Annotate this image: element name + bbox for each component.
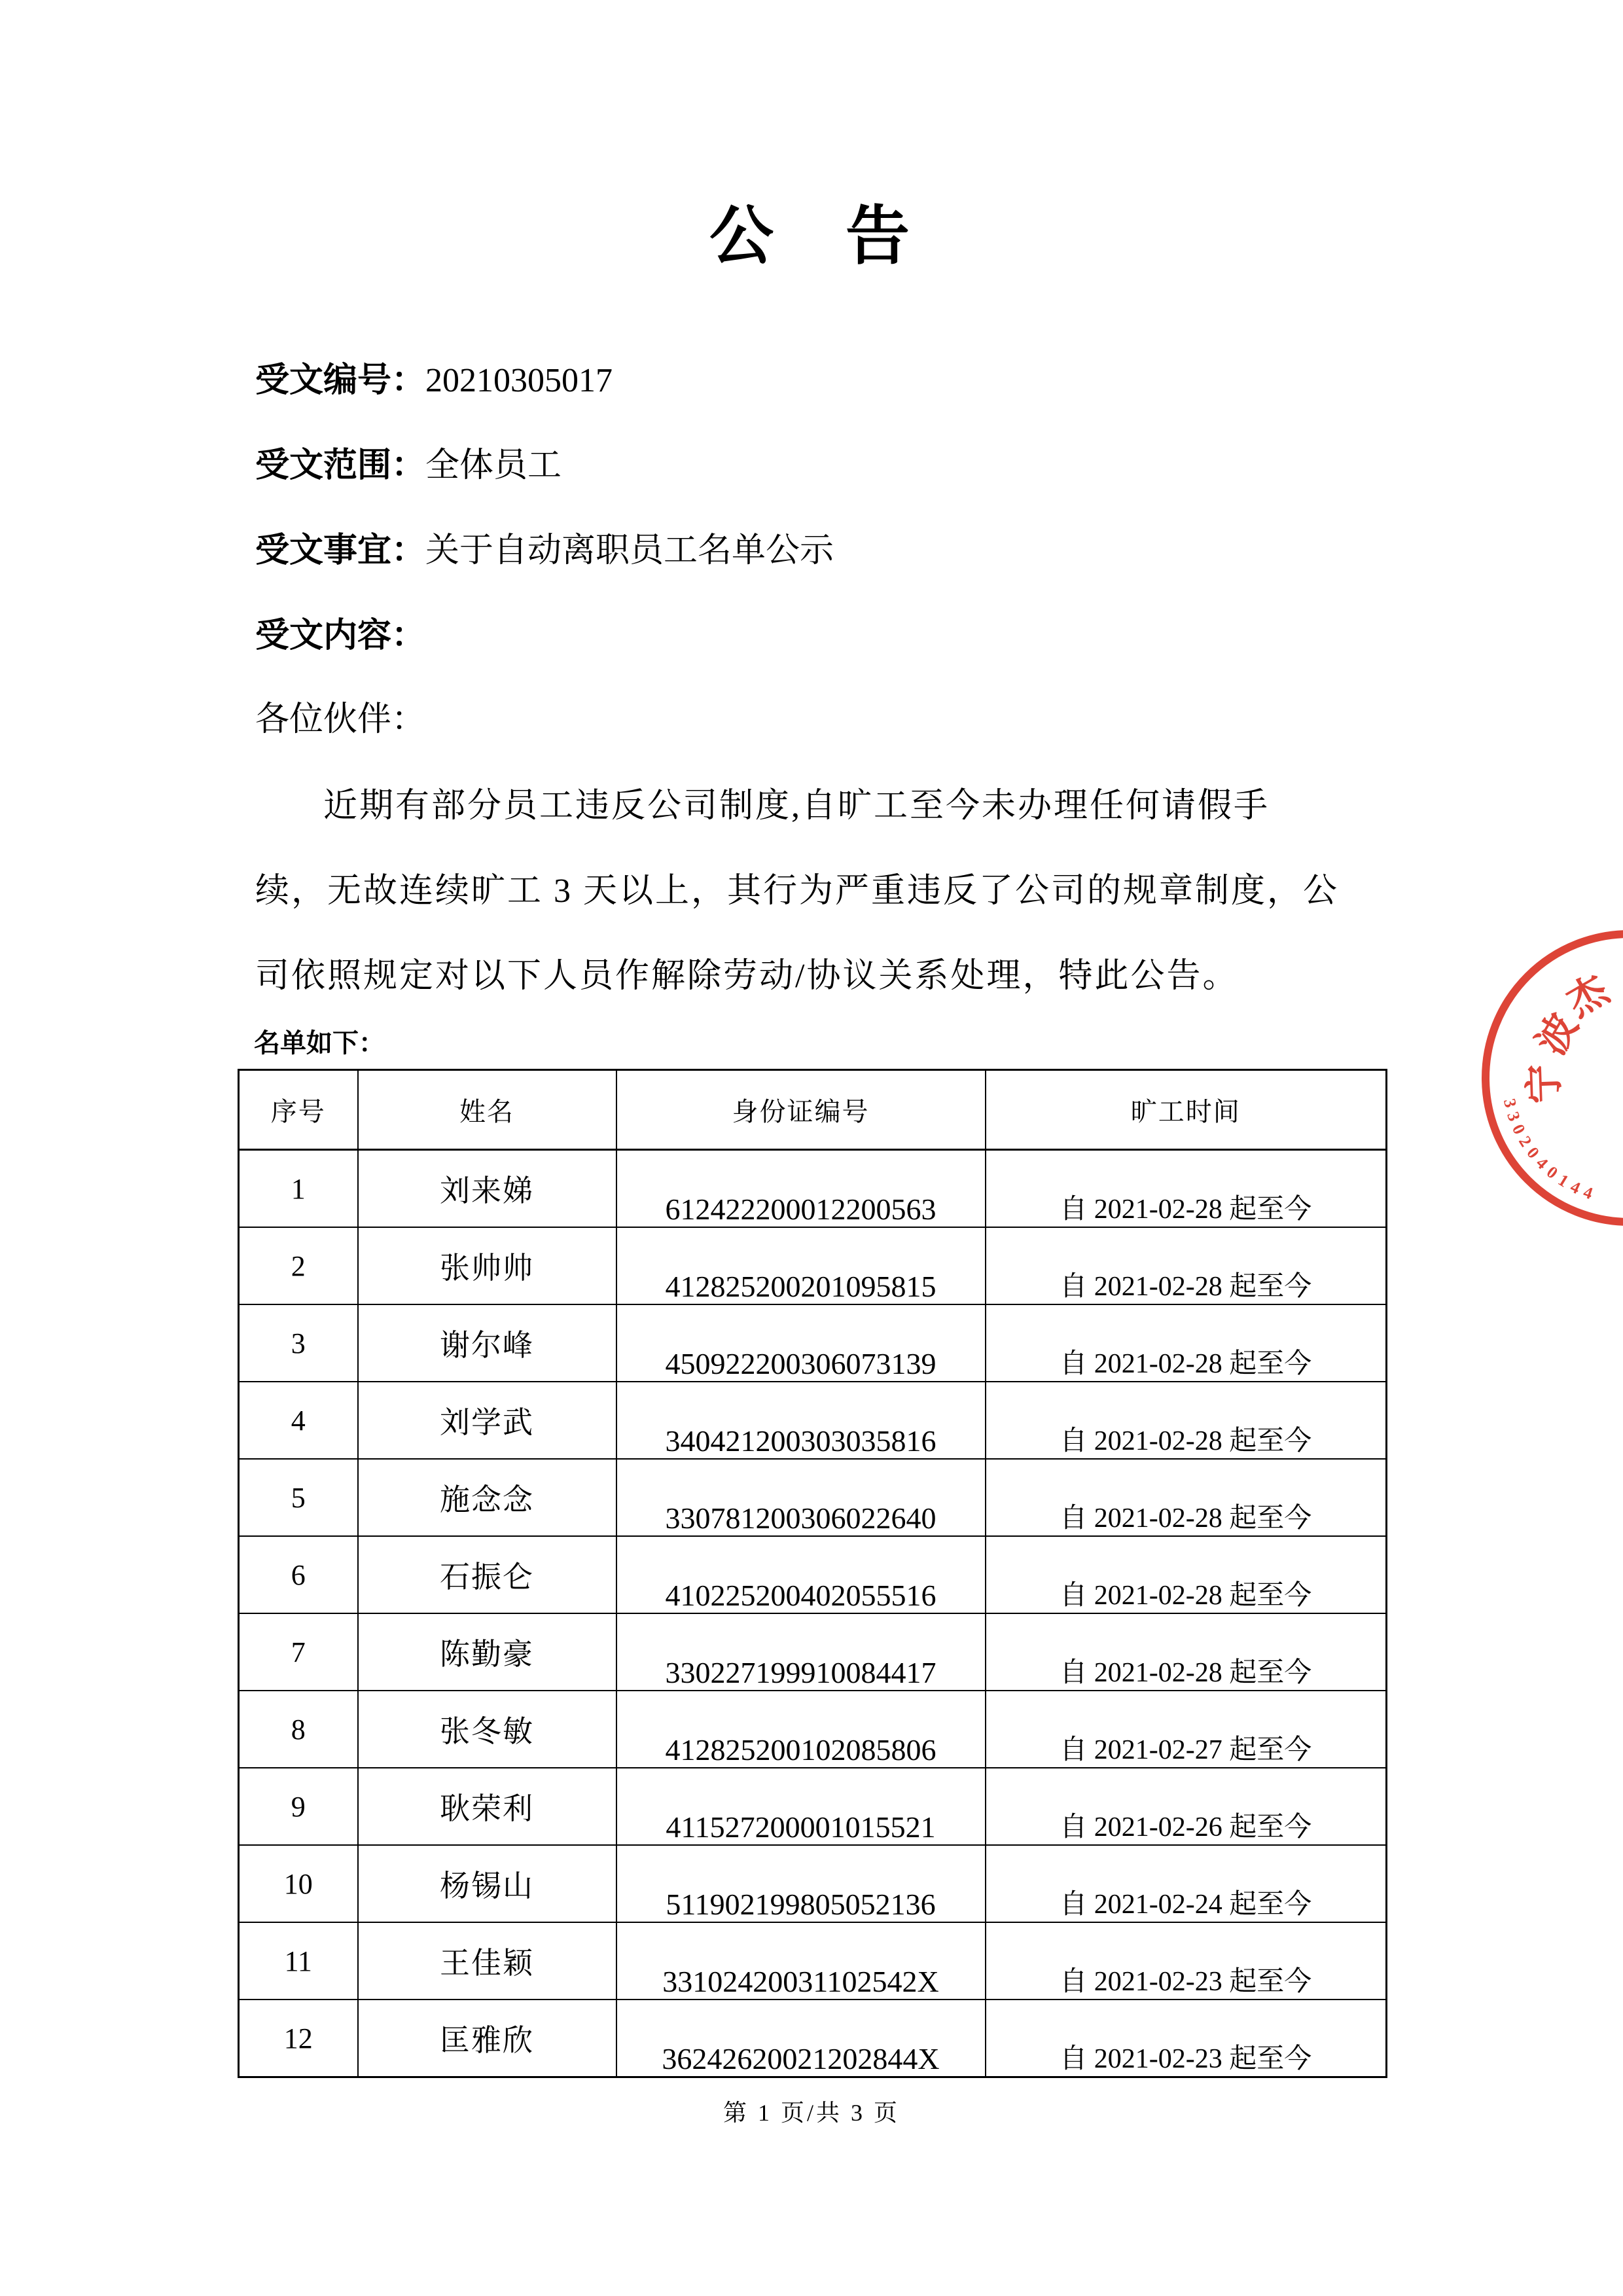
cell-absence-period: 自 2021-02-26 起至今 (986, 1768, 1387, 1845)
cell-absence-period: 自 2021-02-23 起至今 (986, 2000, 1387, 2077)
cell-employee-name: 谢尔峰 (358, 1304, 616, 1382)
column-header-index: 序号 (239, 1070, 358, 1150)
table-row (239, 1304, 1387, 1382)
cell-employee-name: 石振仑 (358, 1536, 616, 1613)
table-row (239, 1459, 1387, 1536)
table-row (239, 1227, 1387, 1304)
body-paragraph-line-1: 近期有部分员工违反公司制度,自旷工至今未办理任何请假手 (323, 787, 1270, 825)
table-body (239, 1150, 1387, 2077)
cell-id-number: 340421200303035816 (616, 1382, 986, 1459)
cell-absence-period: 自 2021-02-24 起至今 (986, 1845, 1387, 1922)
cell-employee-name: 刘学武 (358, 1382, 616, 1459)
table-row (239, 1691, 1387, 1768)
cell-index: 3 (239, 1304, 358, 1382)
table-row (239, 1382, 1387, 1459)
table-row (239, 1536, 1387, 1613)
cell-absence-period: 自 2021-02-28 起至今 (986, 1536, 1387, 1613)
cell-id-number: 33102420031102542X (616, 1922, 986, 2000)
cell-absence-period: 自 2021-02-28 起至今 (986, 1304, 1387, 1382)
stamp-char-1: 宁 (1522, 1063, 1567, 1105)
cell-absence-period: 自 2021-02-28 起至今 (986, 1227, 1387, 1304)
meta-label-subject: 受文事宜： (255, 532, 426, 569)
cell-id-number: 511902199805052136 (616, 1845, 986, 1922)
cell-absence-period: 自 2021-02-27 起至今 (986, 1691, 1387, 1768)
body-paragraph-line-2: 续，无故连续旷工 3 天以上，其行为严重违反了公司的规章制度，公 (255, 872, 1340, 910)
stamp-char-2: 波 (1529, 1006, 1586, 1062)
cell-employee-name: 施念念 (358, 1459, 616, 1536)
cell-index: 11 (239, 1922, 358, 2000)
table-row (239, 1150, 1387, 1228)
salutation: 各位伙伴： (255, 701, 426, 738)
cell-absence-period: 自 2021-02-28 起至今 (986, 1459, 1387, 1536)
meta-value-scope: 全体员工 (425, 447, 562, 484)
cell-absence-period: 自 2021-02-28 起至今 (986, 1613, 1387, 1691)
cell-index: 7 (239, 1613, 358, 1691)
cell-id-number: 410225200402055516 (616, 1536, 986, 1613)
company-stamp (1440, 884, 1623, 1276)
table-row (239, 1922, 1387, 2000)
table-row (239, 1845, 1387, 1922)
cell-employee-name: 刘来娣 (358, 1150, 616, 1228)
column-header-absence-period: 旷工时间 (986, 1070, 1387, 1150)
stamp-char-3: 杰 (1560, 967, 1616, 1025)
cell-employee-name: 张冬敏 (358, 1691, 616, 1768)
cell-employee-name: 耿荣利 (358, 1768, 616, 1845)
cell-absence-period: 自 2021-02-23 起至今 (986, 1922, 1387, 2000)
cell-employee-name: 王佳颖 (358, 1922, 616, 2000)
cell-index: 12 (239, 2000, 358, 2077)
meta-line-content (255, 607, 425, 656)
cell-absence-period: 自 2021-02-28 起至今 (986, 1382, 1387, 1459)
column-header-name: 姓名 (358, 1070, 616, 1150)
cell-id-number: 412825200201095815 (616, 1227, 986, 1304)
meta-label-scope: 受文范围： (255, 447, 426, 484)
list-label: 名单如下： (254, 1028, 385, 1058)
meta-value-doc-number: 20210305017 (425, 362, 613, 399)
cell-index: 5 (239, 1459, 358, 1536)
page-number-footer: 第 1 页/共 3 页 (722, 2100, 900, 2126)
cell-index: 9 (239, 1768, 358, 1845)
cell-index: 1 (239, 1150, 358, 1228)
cell-employee-name: 张帅帅 (358, 1227, 616, 1304)
cell-id-number: 330227199910084417 (616, 1613, 986, 1691)
cell-employee-name: 匡雅欣 (358, 2000, 616, 2077)
dismissed-employees-table (238, 1069, 1387, 2078)
cell-employee-name: 陈勤豪 (358, 1613, 616, 1691)
meta-line-subject (255, 522, 834, 571)
meta-label-content: 受文内容： (255, 617, 426, 655)
column-header-id-number: 身份证编号 (616, 1070, 986, 1150)
cell-id-number: 450922200306073139 (616, 1304, 986, 1382)
meta-label-doc-number: 受文编号： (255, 362, 426, 399)
cell-index: 2 (239, 1227, 358, 1304)
cell-id-number: 330781200306022640 (616, 1459, 986, 1536)
table-row (239, 1768, 1387, 1845)
table-row (239, 2000, 1387, 2077)
meta-line-scope (255, 437, 562, 486)
cell-employee-name: 杨锡山 (358, 1845, 616, 1922)
table-row (239, 1613, 1387, 1691)
cell-id-number: 612422200012200563 (616, 1150, 986, 1228)
cell-index: 4 (239, 1382, 358, 1459)
cell-absence-period: 自 2021-02-28 起至今 (986, 1150, 1387, 1228)
cell-id-number: 36242620021202844X (616, 2000, 986, 2077)
cell-id-number: 412825200102085806 (616, 1691, 986, 1768)
cell-index: 8 (239, 1691, 358, 1768)
meta-value-subject: 关于自动离职员工名单公示 (425, 532, 834, 569)
cell-id-number: 411527200001015521 (616, 1768, 986, 1845)
table-header-row (239, 1070, 1387, 1150)
stamp-number: 3302040144 (1499, 1096, 1601, 1206)
cell-index: 6 (239, 1536, 358, 1613)
cell-index: 10 (239, 1845, 358, 1922)
body-paragraph-line-3: 司依照规定对以下人员作解除劳动/协议关系处理，特此公告。 (255, 958, 1239, 995)
meta-line-doc-number (255, 352, 613, 401)
page-title: 公 告 (709, 202, 914, 272)
